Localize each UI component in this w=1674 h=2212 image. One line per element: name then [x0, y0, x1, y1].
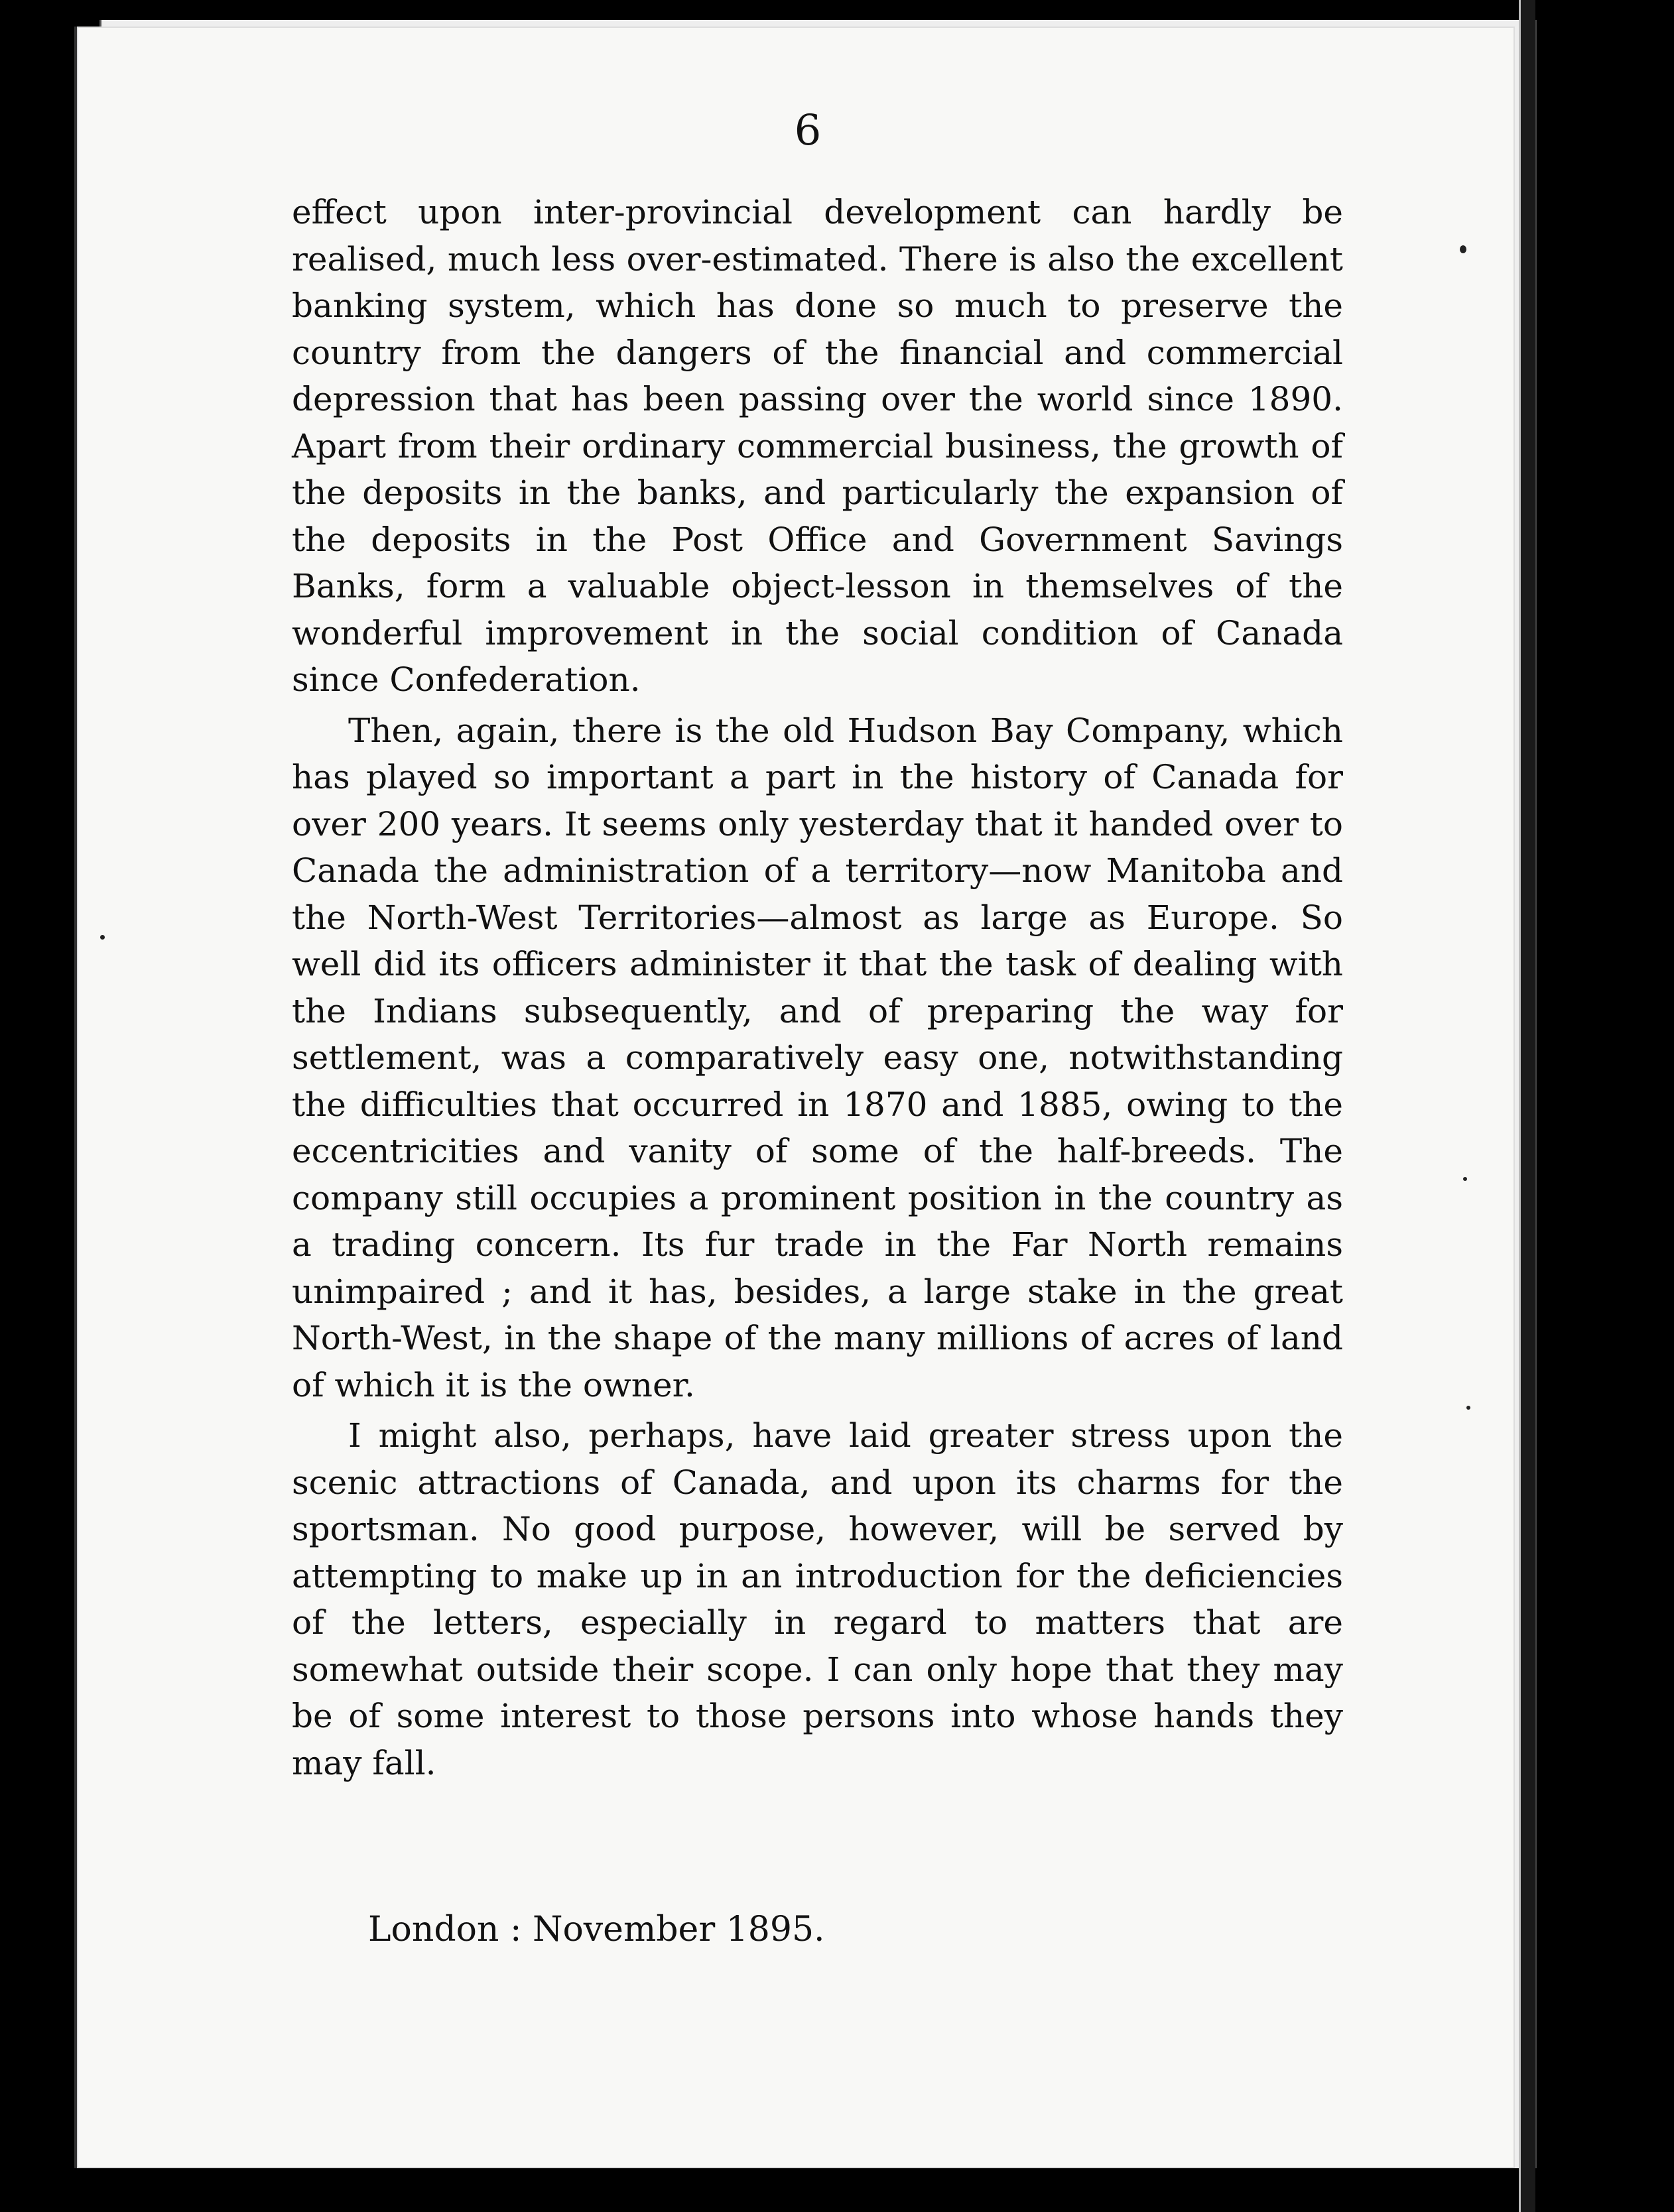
paragraph-3: I might also, perhaps, have laid greater stress upon the scenic attractions of Canada, and upon its charms for the sportsman. No good purpose, however, will be served by attempting to make up in an introduction for the deficiencies of the letters, especially in regard to matters that are somewhat outside their scope. I can only hope that they may be of some interest to those persons into whose hands they may fall.: [292, 1416, 1343, 1782]
sign-off-dateline: London : November 1895.: [368, 1910, 825, 1949]
body-text: [292, 189, 1343, 1786]
ink-speck: [100, 935, 105, 940]
ink-speck: [1460, 245, 1466, 253]
page-number: 6: [794, 106, 822, 155]
ink-speck: [1466, 1406, 1470, 1410]
page-edge-shadow: [1519, 0, 1535, 2212]
ink-speck: [1463, 1177, 1467, 1181]
paragraph-1: effect upon inter-provincial development can hardly be realised, much less over-estimated. There is also the excellent banking system, which has done so much to preserve the country from the dangers of the financial and commercial depression that has been passing over the world since 1890. Apart from their ordinary commercial business, the growth of the deposits in the banks, and particularly the expansion of the deposits in the Post Office and Government Savings Banks, form a valuable object-lesson in themselves of the wonderful improvement in the social condition of Canada since Confederation.: [292, 193, 1343, 699]
paragraph-2: Then, again, there is the old Hudson Bay Company, which has played so important a part in the history of Canada for over 200 years. It seems only yesterday that it handed over to Canada the administration of a territory—now Manitoba and the North-West Territories—almost as large as Europe. So well did its officers administer it that the task of dealing with the Indians subsequently, and of preparing the way for settlement, was a comparatively easy one, notwithstanding the difficulties that occurred in 1870 and 1885, owing to the eccentricities and vanity of some of the half-breeds. The company still occupies a prominent position in the country as a trading concern. Its fur trade in the Far North remains unimpaired ; and it has, besides, a large stake in the great North-West, in the shape of the many millions of acres of land of which it is the owner.: [292, 711, 1343, 1404]
